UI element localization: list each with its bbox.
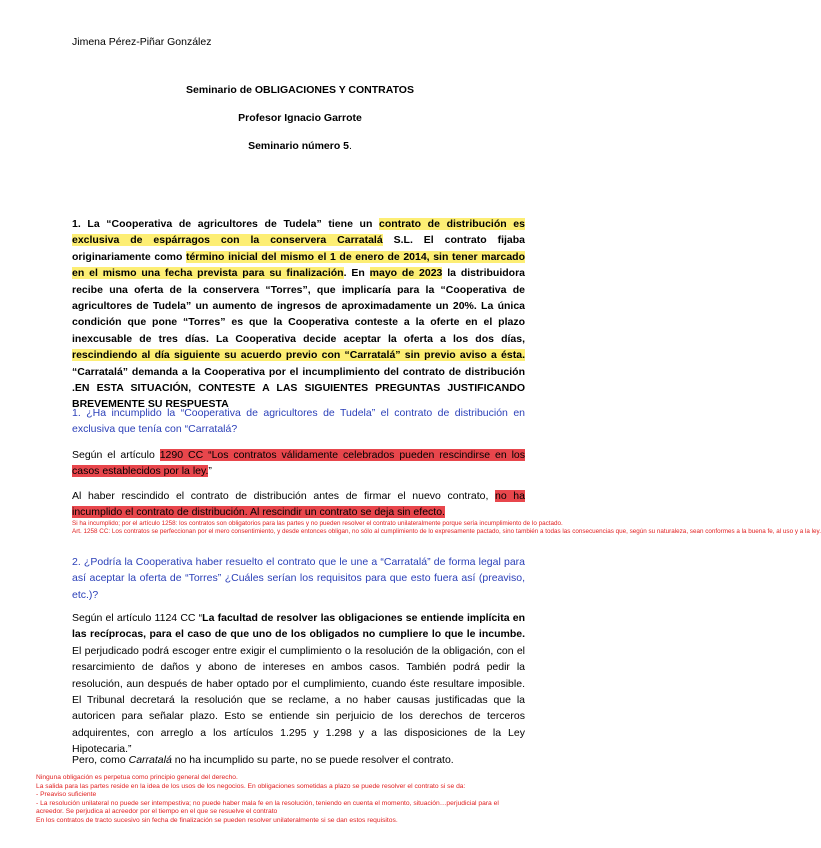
footnotes xyxy=(36,774,566,826)
author-name: Jimena Pérez-Piñar González xyxy=(72,36,212,48)
margin-note-line: Si ha incumplido; por el artículo 1258: los contratos son obligatorios para las partes y no pueden resolver el contrato unilateralmente porque sería incumplimiento de lo pactado. xyxy=(72,520,563,527)
footnote-line: La salida para las partes reside en la idea de los usos de los negocios. En obligaciones sometidas a plazo se puede resolver el contrato si se da: xyxy=(36,782,466,790)
answer-1-close: ” xyxy=(208,465,212,478)
document-title: Seminario de OBLIGACIONES Y CONTRATOS xyxy=(186,84,414,96)
footnote-line: - La resolución unilateral no puede ser intempestiva; no puede haber mala fe en la resolución, teniendo en cuenta el momento, situación…perjudicial para el xyxy=(36,799,499,807)
case-highlight-2: término inicial del mismo el 1 de enero de 2014, sin tener marcado en el mismo una fecha prevista para su finalización xyxy=(72,250,525,280)
answer-2b xyxy=(72,752,525,768)
question-1: 1. ¿Ha incumplido la “Cooperativa de agricultores de Tudela” el contrato de distribución en exclusiva que tenía con “Carratalá? xyxy=(72,407,525,436)
seminar-number-text: Seminario número 5 xyxy=(248,140,350,152)
seminar-number xyxy=(0,140,600,152)
case-text-5: “Carratalá” demanda a la Cooperativa por el incumplimiento del contrato de distribución .EN ESTA SITUACIÓN, CONTESTE A LAS SIGUIENTES PREGUNTAS JUSTIFICANDO BREVEMENTE SU RESPUESTA xyxy=(72,365,525,411)
footnote-line: - Preaviso suficiente xyxy=(36,791,97,799)
seminar-dot: . xyxy=(349,140,352,152)
case-text-3: . En xyxy=(343,267,370,280)
answer-2-bold: La facultad de resolver las obligaciones se entiende implícita en las recíprocas, para el caso de que uno de los obligados no cumpliere lo que le incumbe. xyxy=(72,612,526,641)
answer-2 xyxy=(72,610,525,758)
question-2: 2. ¿Podría la Cooperativa haber resuelto el contrato que le une a “Carratalá” de forma legal para así aceptar la oferta de “Torres” ¿Cuáles serían los requisitos para que esto fuera así (preaviso, etc.)? xyxy=(72,556,525,601)
answer-2-rest: El perjudicado podrá escoger entre exigir el cumplimiento o la resolución de la obligación, con el resarcimiento de daños y abono de intereses en ambos casos. También podrá pedir la resolución, aun después de haber optado por el cumplimiento, cuando éste resultare imposible. El Tribunal decretará la resolución que se reclame, a no haber causas justificadas que la autoricen para señalar plazo. Esto se entiende sin perjuicio de los derechos de terceros adquirentes, con arreglo a los artículos 1.295 y 1.298 y a las disposiciones de la Ley Hipotecaria.” xyxy=(72,644,525,756)
margin-note-1 xyxy=(72,520,821,537)
professor-line: Profesor Ignacio Garrote xyxy=(238,112,362,124)
case-statement xyxy=(72,216,525,413)
answer-1b-text: Al haber rescindido el contrato de distribución antes de firmar el nuevo contrato, xyxy=(72,490,495,502)
answer-1-text: Según el artículo xyxy=(72,449,160,461)
answer-2b-italic: Carratalá xyxy=(128,754,172,766)
case-highlight-1: contrato de distribución es exclusiva de espárragos con la conservera Carratalá xyxy=(72,218,525,247)
answer-1b xyxy=(72,488,525,521)
margin-note-line: Art. 1258 CC: Los contratos se perfeccionan por el mero consentimiento, y desde entonces obligan, no sólo al cumplimiento de lo expresamente pactado, sino también a todas las consecuencias que, según su naturaleza, sean conformes a la buena fe, al uso y a la ley. xyxy=(72,528,821,536)
footnote-line: En los contratos de tracto sucesivo sin fecha de finalización se pueden resolver unilateralmente si se dan estos requisitos. xyxy=(36,816,398,824)
answer-1b-highlight: no ha incumplido el contrato de distribución. Al rescindir un contrato se deja sin efecto. xyxy=(72,490,525,519)
case-text-2: S.L. El contrato fijaba originariamente como xyxy=(72,234,525,263)
answer-2-text: Según el artículo 1124 CC “ xyxy=(72,612,203,624)
footnote-line: Ninguna obligación es perpetua como principio general del derecho. xyxy=(36,774,238,781)
answer-1-highlight: 1290 CC “Los contratos válidamente celebrados pueden rescindirse en los casos establecidos por la ley. xyxy=(72,449,525,478)
answer-2b-text: Pero, como xyxy=(72,754,129,766)
case-highlight-4: rescindiendo al día siguiente su acuerdo previo con “Carratalá” sin previo aviso a ésta. xyxy=(72,349,525,362)
answer-1 xyxy=(72,447,525,480)
footnote-line: acreedor. Se perjudica al acreedor por el tiempo en el que se resuelve el contrato xyxy=(36,808,278,816)
case-text-1: 1. La “Cooperativa de agricultores de Tudela” tiene un xyxy=(72,218,380,230)
case-highlight-3: mayo de 2023 xyxy=(369,267,443,280)
answer-2b-end: no ha incumplido su parte, no se puede resolver el contrato. xyxy=(171,754,454,766)
case-text-4: la distribuidora recibe una oferta de la conservera “Torres”, que implicaría para la “Cooperativa de agricultores de Tudela” un aumento de ingresos de aproximadamente un 20%. La única condición que pone “Torres” es que la Cooperativa conteste a la oferte en el plazo inexcusable de tres días. La Cooperativa decide aceptar la oferta a los dos días, xyxy=(72,267,525,345)
